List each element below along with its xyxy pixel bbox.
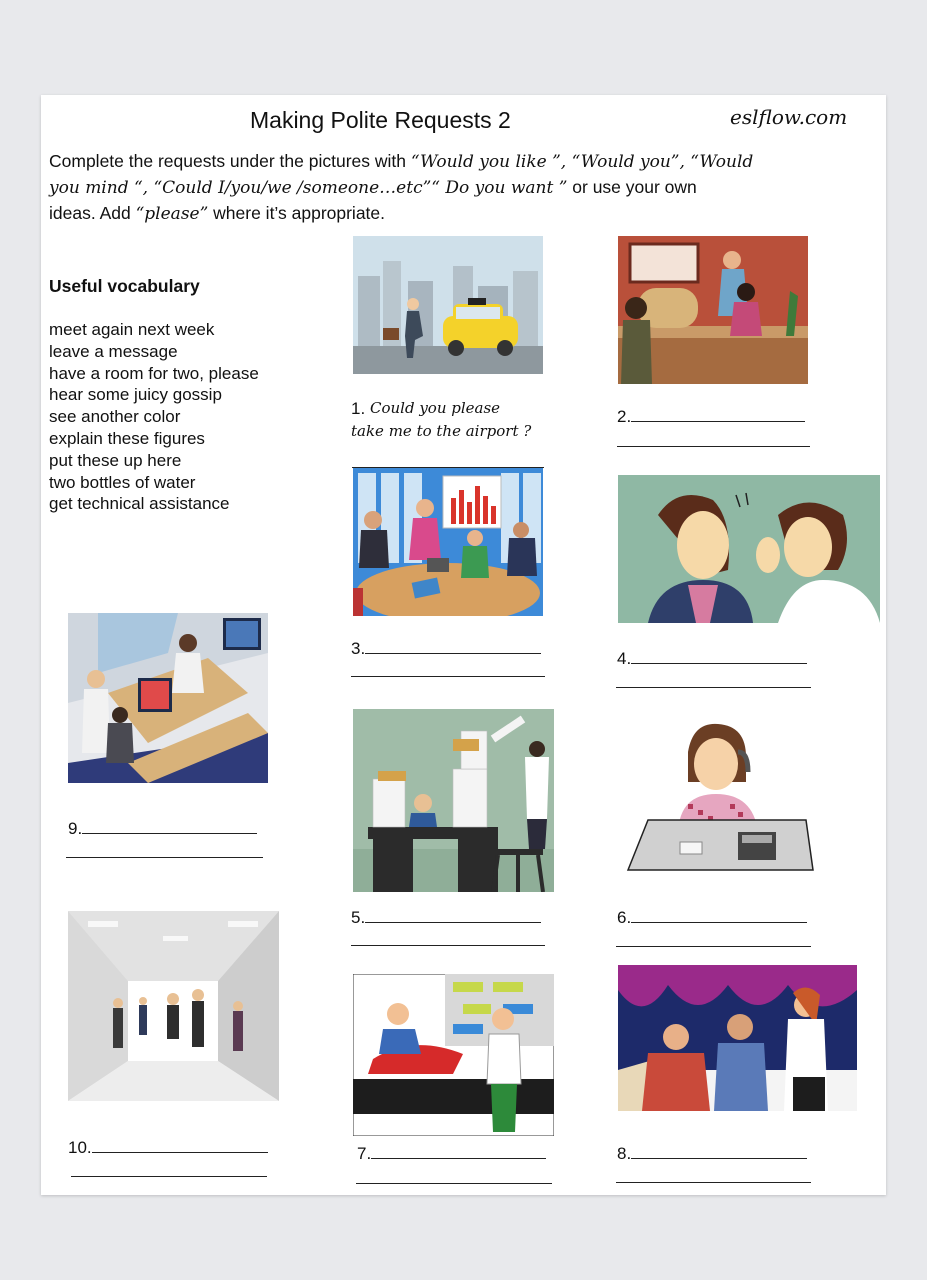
exercise-number-3-label: 3. [351, 639, 366, 658]
instructions-please: “please” [135, 204, 209, 224]
vocabulary-item: leave a message [49, 341, 178, 361]
vocabulary-item: put these up here [49, 450, 182, 470]
exercise-answer-1-line-1: Could you please [370, 399, 501, 417]
exercise-number-8-label: 8. [617, 1144, 632, 1163]
exercise-number-9 [68, 819, 257, 839]
instructions-text-4: where it’s appropriate. [208, 203, 386, 223]
exercise-number-5 [351, 908, 541, 928]
vocabulary-item: meet again next week [49, 320, 215, 339]
worksheet-page [41, 95, 886, 1195]
instructions-text-1: Complete the requests under the pictures with [49, 151, 411, 171]
answer-line [356, 1183, 552, 1184]
exercise-number-5-label: 5. [351, 908, 366, 927]
exercise-number-2 [617, 407, 805, 427]
exercise-number-9-label: 9. [68, 819, 83, 838]
phone-call-image [618, 722, 818, 877]
business-meeting-image [353, 468, 543, 616]
exercise-number-6-label: 6. [617, 908, 632, 927]
instructions [49, 149, 879, 227]
exercise-number-1: 1. [351, 399, 366, 418]
answer-line [616, 946, 811, 947]
vocabulary-item: two bottles of water [49, 472, 196, 492]
exercise-number-7-label: 7. [357, 1144, 372, 1163]
clothing-store-image [353, 974, 554, 1136]
instructions-text-2: or use your own [567, 177, 697, 197]
site-watermark: eslflow.com [730, 105, 848, 129]
answer-line [617, 446, 810, 447]
vocabulary-item: see another color [49, 407, 181, 427]
answer-line [351, 945, 545, 946]
answer-line [616, 687, 811, 688]
exercise-number-10-label: 10. [68, 1138, 92, 1157]
answer-line [351, 676, 545, 677]
answer-line [71, 1176, 267, 1177]
exercise-number-4-label: 4. [617, 649, 632, 668]
office-corridor-image [68, 911, 279, 1101]
vocabulary-heading: Useful vocabulary [49, 276, 200, 296]
exercise-number-10 [68, 1138, 268, 1158]
vocabulary-item: get technical assistance [49, 494, 230, 514]
exercise-number-3 [351, 639, 541, 659]
exercise-number-7 [357, 1144, 546, 1164]
vocabulary-list [49, 319, 259, 515]
answer-line [616, 1182, 811, 1183]
vocabulary-item: explain these figures [49, 428, 205, 448]
taxi-scene-image [353, 236, 543, 374]
restaurant-waitress-image [618, 965, 857, 1111]
answer-line [66, 857, 263, 858]
overloaded-desk-image [353, 709, 554, 892]
instructions-phrases-2: you mind “, “Could I/you/we /someone…etc”“ Do you want ” [49, 178, 568, 198]
vocabulary-item: have a room for two, please [49, 363, 259, 383]
exercise-number-2-label: 2. [617, 407, 632, 426]
instructions-text-3: ideas. Add [49, 203, 136, 223]
whispering-gossip-image [618, 475, 880, 623]
exercise-number-8 [617, 1144, 807, 1164]
hotel-reception-image [618, 236, 808, 384]
exercise-number-6 [617, 908, 807, 928]
vocabulary-item: hear some juicy gossip [49, 385, 222, 405]
office-workers-image [68, 613, 268, 783]
page-title: Making Polite Requests 2 [250, 107, 511, 133]
instructions-phrases-1: “Would you like ”, “Would you”, “Would [410, 152, 754, 172]
exercise-answer-1-line-2: take me to the airport ? [351, 422, 532, 440]
exercise-number-4 [617, 649, 807, 669]
